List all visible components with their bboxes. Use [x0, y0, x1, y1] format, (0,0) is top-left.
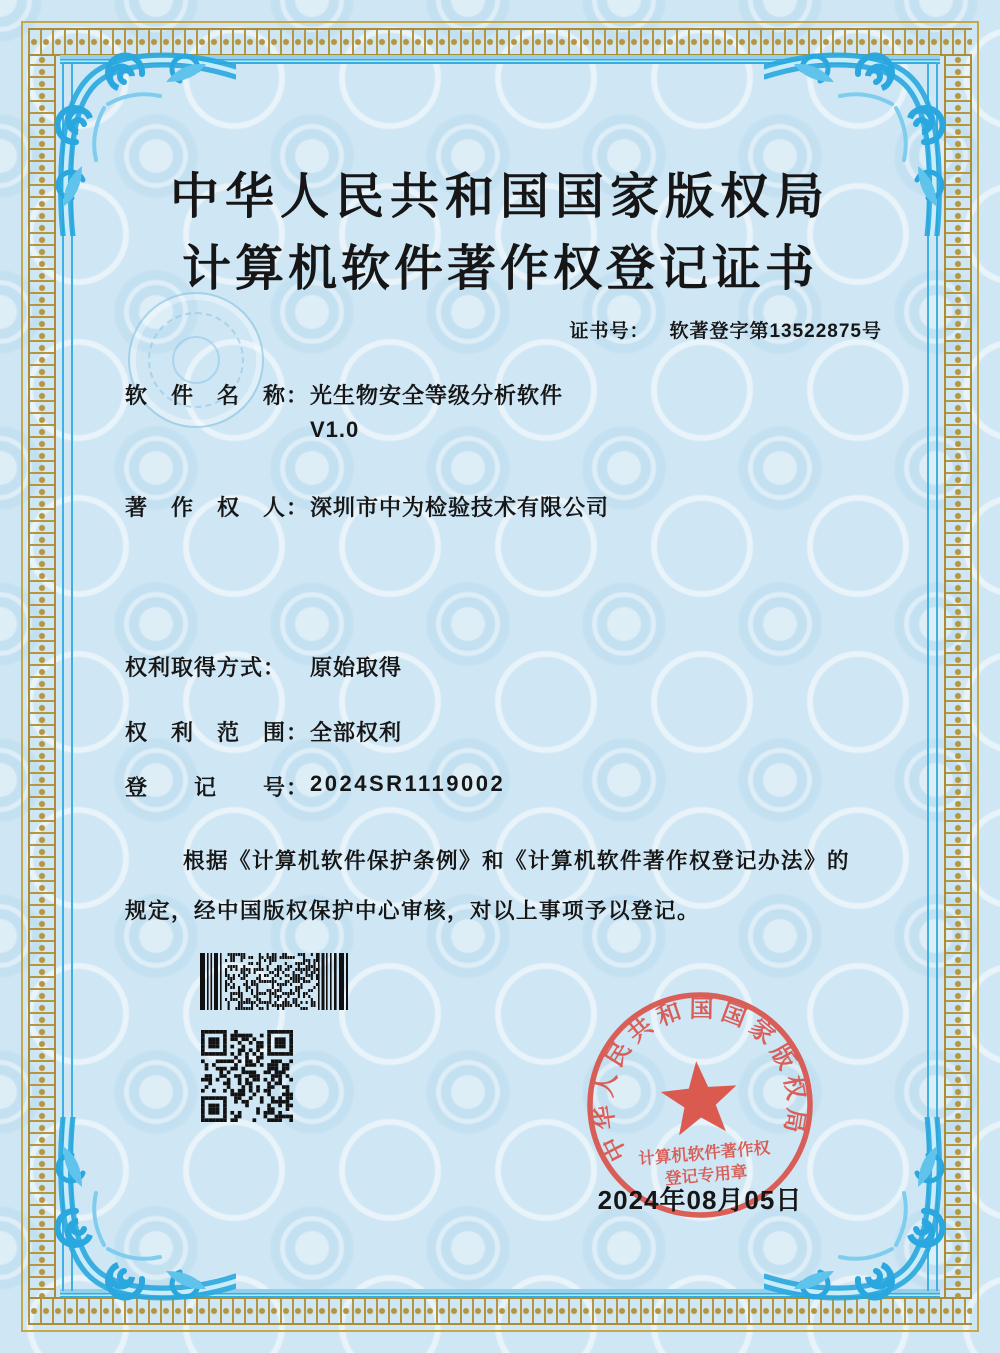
pdf417-barcode: [200, 953, 348, 1010]
field-label: 软 件 名 称：: [125, 383, 310, 408]
seal-inner-line1: 计算机软件著作权: [637, 1139, 771, 1169]
certificate-title: 计算机软件著作权登记证书: [181, 241, 818, 296]
field-value: 2024SR1119002: [310, 771, 506, 796]
certificate-number: [569, 316, 882, 343]
field-value: 光生物安全等级分析软件: [310, 383, 564, 408]
field-label: 权 利 范 围：: [125, 720, 310, 745]
registration-statement: [125, 836, 887, 936]
field-label: 登 记 号：: [125, 775, 310, 800]
statement-line: 规定，经中国版权保护中心审核，对以上事项予以登记。: [125, 899, 701, 923]
certificate-number-value: 软著登字第13522875号: [669, 321, 882, 342]
field-value: 全部权利: [310, 720, 403, 745]
corner-flourish-icon: [46, 1117, 236, 1307]
field-label: 著 作 权 人：: [125, 495, 310, 520]
software-version: V1.0: [310, 417, 360, 442]
seal-inner-line2: 登记专用章: [664, 1163, 749, 1189]
qr-code: [201, 1030, 293, 1122]
seal-ring-text: 中华人民共和国国家版权局: [590, 995, 810, 1166]
statement-line: 根据《计算机软件保护条例》和《计算机软件著作权登记办法》的: [183, 849, 851, 873]
field-label: 权利取得方式：: [125, 655, 287, 680]
seal-star-icon: [658, 1058, 740, 1137]
field-value: 原始取得: [310, 655, 403, 680]
field-value: 深圳市中为检验技术有限公司: [310, 495, 610, 520]
certificate-number-label: 证书号：: [569, 321, 650, 342]
issue-date: 2024年08月05日: [597, 1185, 803, 1215]
issuer-title: 中华人民共和国国家版权局: [169, 169, 830, 224]
